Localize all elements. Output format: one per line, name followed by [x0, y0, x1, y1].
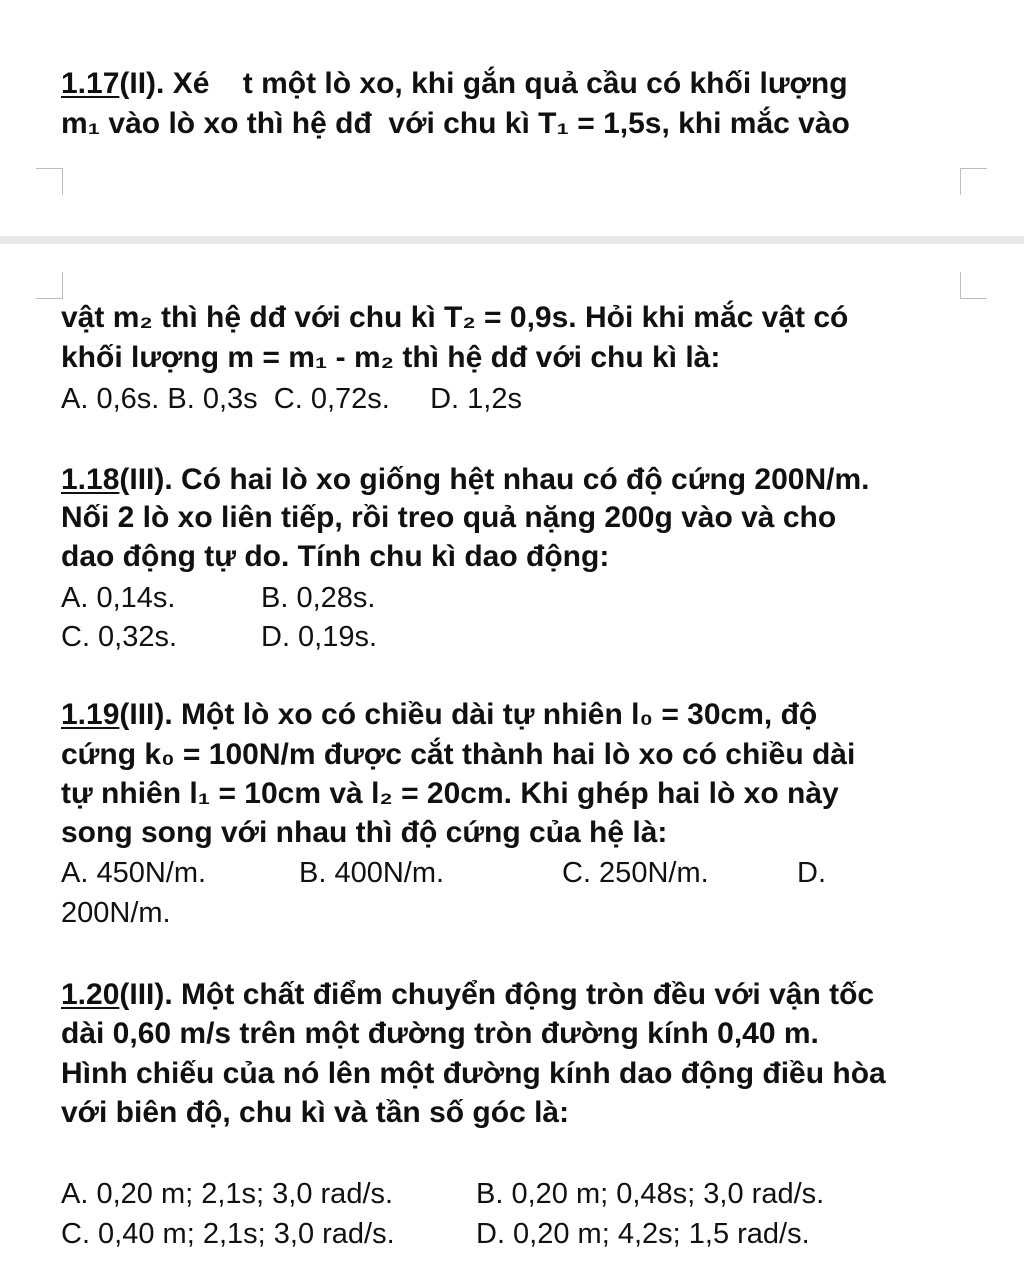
- question-text: Một chất điểm chuyển động tròn đều với vận tốc: [172, 978, 875, 1011]
- question-number: 1.19: [61, 698, 120, 731]
- q119-answer-d: D.: [797, 857, 826, 889]
- q120-answer-a: A. 0,20 m; 2,1s; 3,0 rad/s.: [61, 1178, 394, 1210]
- page-break-gap: [0, 236, 1024, 244]
- q119-answer-c: C. 250N/m.: [562, 857, 709, 889]
- q118-line-3: dao động tự do. Tính chu kì dao động:: [61, 540, 610, 573]
- q117-line-4: khối lượng m = m₁ - m₂ thì hệ dđ với chu kì là:: [61, 341, 721, 374]
- q118-answer-c: C. 0,32s.: [61, 621, 178, 653]
- q120-line-2: dài 0,60 m/s trên một đường tròn đường kính 0,40 m.: [61, 1017, 819, 1050]
- q120-answer-c: C. 0,40 m; 2,1s; 3,0 rad/s.: [61, 1218, 395, 1250]
- q119-answer-a: A. 450N/m.: [61, 857, 207, 889]
- question-level: (III).: [119, 978, 173, 1011]
- question-text: Có hai lò xo giống hệt nhau có độ cứng 200N/m.: [172, 463, 870, 496]
- page-corner-mark: [960, 272, 987, 299]
- q117-line-1: [61, 66, 848, 102]
- q119-line-3: tự nhiên l₁ = 10cm và l₂ = 20cm. Khi ghép hai lò xo này: [61, 777, 839, 810]
- question-level: (II).: [119, 67, 165, 100]
- q119-line-1: [61, 697, 817, 733]
- q119-line-4: song song với nhau thì độ cứng của hệ là:: [61, 816, 668, 849]
- q119-line-2: cứng k₀ = 100N/m được cắt thành hai lò xo có chiều dài: [61, 738, 856, 771]
- question-number: 1.17: [61, 67, 120, 100]
- question-level: (III).: [119, 463, 173, 496]
- q118-line-1: [61, 462, 870, 498]
- q117-answers: A. 0,6s. B. 0,3s C. 0,72s. D. 1,2s: [61, 383, 522, 415]
- question-number: 1.20: [61, 978, 120, 1011]
- q118-answer-b: B. 0,28s.: [261, 582, 376, 614]
- q120-line-1: [61, 977, 874, 1013]
- question-number: 1.18: [61, 463, 120, 496]
- page-corner-mark: [960, 168, 987, 195]
- q117-line-2: m₁ vào lò xo thì hệ dđ với chu kì T₁ = 1,5s, khi mắc vào: [61, 107, 850, 140]
- question-text: Một lò xo có chiều dài tự nhiên l₀ = 30cm, độ: [172, 698, 818, 731]
- q117-line-3: vật m₂ thì hệ dđ với chu kì T₂ = 0,9s. Hỏi khi mắc vật có: [61, 301, 849, 334]
- q119-answer-d-value: 200N/m.: [61, 897, 171, 929]
- q120-line-4: với biên độ, chu kì và tần số góc là:: [61, 1096, 570, 1129]
- page-corner-mark: [36, 272, 63, 299]
- q120-answer-d: D. 0,20 m; 4,2s; 1,5 rad/s.: [476, 1218, 810, 1250]
- q118-answer-a: A. 0,14s.: [61, 582, 176, 614]
- question-text: Xé t một lò xo, khi gắn quả cầu có khối lượng: [164, 67, 848, 100]
- q120-line-3: Hình chiếu của nó lên một đường kính dao động điều hòa: [61, 1057, 886, 1090]
- q119-answer-b: B. 400N/m.: [299, 857, 445, 889]
- q118-answer-d: D. 0,19s.: [261, 621, 378, 653]
- page-corner-mark: [36, 168, 63, 195]
- q118-line-2: Nối 2 lò xo liên tiếp, rồi treo quả nặng 200g vào và cho: [61, 501, 837, 534]
- q120-answer-b: B. 0,20 m; 0,48s; 3,0 rad/s.: [476, 1178, 825, 1210]
- question-level: (III).: [119, 698, 173, 731]
